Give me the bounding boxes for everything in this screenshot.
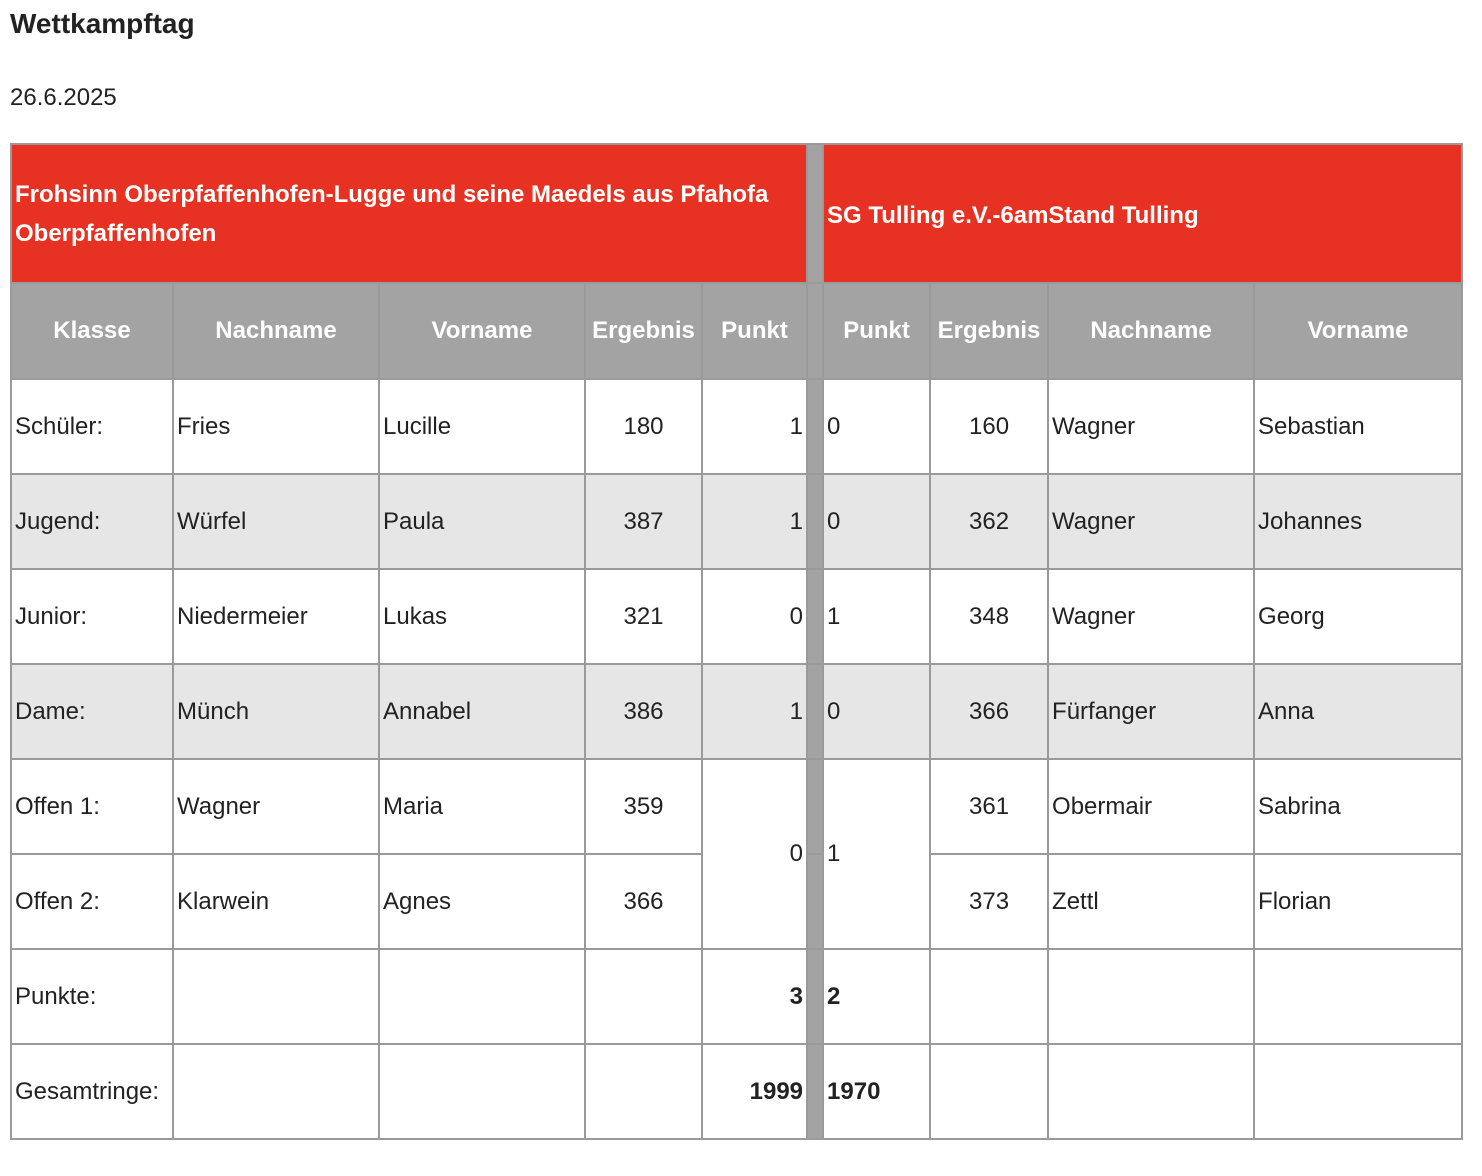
home-gesamtringe-total: 1999 [702,1044,807,1139]
guest-nachname-cell: Wagner [1048,379,1254,474]
table-row [11,474,1462,569]
guest-vorname-cell: Johannes [1254,474,1462,569]
empty-cell [173,1044,379,1139]
column-separator [807,569,823,664]
home-vorname-cell: Lukas [379,569,585,664]
guest-ergebnis-cell: 348 [930,569,1048,664]
guest-punkt-cell: 0 [823,379,930,474]
empty-cell [585,1044,702,1139]
table-row [11,664,1462,759]
home-ergebnis-cell: 180 [585,379,702,474]
guest-punkt-cell: 0 [823,474,930,569]
empty-cell [379,949,585,1044]
guest-nachname-cell: Obermair [1048,759,1254,854]
gesamtringe-total-row [11,1044,1462,1139]
guest-nachname-cell: Zettl [1048,854,1254,949]
column-separator [807,283,823,379]
guest-vorname-cell: Florian [1254,854,1462,949]
empty-cell [1254,949,1462,1044]
gesamtringe-label: Gesamtringe: [11,1044,173,1139]
empty-cell [173,949,379,1044]
column-separator [807,474,823,569]
home-nachname-cell: Würfel [173,474,379,569]
header-home-nachname: Nachname [173,283,379,379]
home-punkt-cell: 0 [702,569,807,664]
column-separator [807,1044,823,1139]
klasse-cell: Jugend: [11,474,173,569]
home-ergebnis-cell: 359 [585,759,702,854]
header-home-vorname: Vorname [379,283,585,379]
results-table [10,143,1463,1140]
home-nachname-cell: Münch [173,664,379,759]
punkte-total-row [11,949,1462,1044]
home-nachname-cell: Niedermeier [173,569,379,664]
guest-gesamtringe-total: 1970 [823,1044,930,1139]
guest-nachname-cell: Fürfanger [1048,664,1254,759]
home-nachname-cell: Fries [173,379,379,474]
guest-club-name: SG Tulling e.V.-6amStand Tulling [823,144,1462,283]
guest-ergebnis-cell: 160 [930,379,1048,474]
empty-cell [1048,1044,1254,1139]
guest-nachname-cell: Wagner [1048,474,1254,569]
header-guest-nachname: Nachname [1048,283,1254,379]
home-punkte-total: 3 [702,949,807,1044]
header-guest-vorname: Vorname [1254,283,1462,379]
home-ergebnis-cell: 366 [585,854,702,949]
guest-vorname-cell: Sabrina [1254,759,1462,854]
klasse-cell: Offen 2: [11,854,173,949]
home-vorname-cell: Paula [379,474,585,569]
home-punkt-cell: 1 [702,474,807,569]
club-header-row [11,144,1462,283]
klasse-cell: Junior: [11,569,173,664]
column-separator [807,949,823,1044]
table-row [11,569,1462,664]
klasse-cell: Offen 1: [11,759,173,854]
guest-ergebnis-cell: 366 [930,664,1048,759]
column-separator [807,144,823,283]
empty-cell [930,949,1048,1044]
competition-date: 26.6.2025 [10,84,117,111]
guest-punkte-total: 2 [823,949,930,1044]
guest-punkt-cell: 0 [823,664,930,759]
guest-vorname-cell: Sebastian [1254,379,1462,474]
empty-cell [930,1044,1048,1139]
guest-ergebnis-cell: 362 [930,474,1048,569]
guest-punkt-cell: 1 [823,759,930,949]
empty-cell [1048,949,1254,1044]
klasse-cell: Schüler: [11,379,173,474]
klasse-cell: Dame: [11,664,173,759]
home-club-name: Frohsinn Oberpfaffenhofen-Lugge und seine Maedels aus Pfahofa Oberpfaffenhofen [11,144,807,283]
home-punkt-cell: 1 [702,664,807,759]
header-home-punkt: Punkt [702,283,807,379]
home-vorname-cell: Agnes [379,854,585,949]
home-vorname-cell: Annabel [379,664,585,759]
home-ergebnis-cell: 387 [585,474,702,569]
empty-cell [379,1044,585,1139]
home-punkt-cell: 1 [702,379,807,474]
guest-vorname-cell: Georg [1254,569,1462,664]
home-vorname-cell: Maria [379,759,585,854]
guest-punkt-cell: 1 [823,569,930,664]
guest-ergebnis-cell: 373 [930,854,1048,949]
home-ergebnis-cell: 321 [585,569,702,664]
guest-ergebnis-cell: 361 [930,759,1048,854]
home-nachname-cell: Wagner [173,759,379,854]
header-klasse: Klasse [11,283,173,379]
punkte-label: Punkte: [11,949,173,1044]
empty-cell [1254,1044,1462,1139]
column-separator [807,379,823,474]
header-home-ergebnis: Ergebnis [585,283,702,379]
home-punkt-cell: 0 [702,759,807,949]
header-guest-punkt: Punkt [823,283,930,379]
header-guest-ergebnis: Ergebnis [930,283,1048,379]
home-vorname-cell: Lucille [379,379,585,474]
column-separator [807,854,823,949]
empty-cell [585,949,702,1044]
column-header-row [11,283,1462,379]
page-title: Wettkampftag [10,8,195,39]
column-separator [807,759,823,854]
home-ergebnis-cell: 386 [585,664,702,759]
table-row [11,379,1462,474]
guest-vorname-cell: Anna [1254,664,1462,759]
home-nachname-cell: Klarwein [173,854,379,949]
column-separator [807,664,823,759]
table-row [11,759,1462,854]
guest-nachname-cell: Wagner [1048,569,1254,664]
